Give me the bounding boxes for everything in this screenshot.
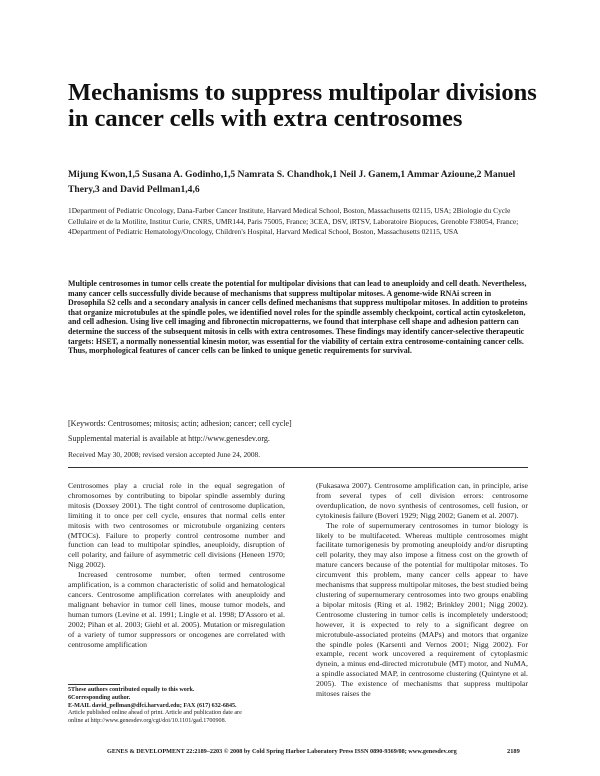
header-divider bbox=[68, 467, 528, 468]
page-number: 2189 bbox=[507, 748, 520, 755]
article-title: Mechanisms to suppress multipolar divisions in cancer cells with extra centrosomes bbox=[68, 79, 537, 132]
footnotes bbox=[68, 687, 285, 726]
keywords: [Keywords: Centrosomes; mitosis; actin; adhesion; cancer; cell cycle] bbox=[68, 419, 292, 428]
footnote-online-2: online at http://www.genesdev.org/cgi/doi/10.1101/gad.1700908. bbox=[68, 718, 227, 725]
footnote-divider bbox=[68, 684, 120, 685]
body-paragraph: (Fukasawa 2007). Centrosome amplification can, in principle, arise from several types of cell division errors: centrosome overduplication, de novo synthesis of centrosomes, cell fusion, or cytokinesis failure (Boveri 1929; Nigg 2002; Ganem et al. 2007). bbox=[316, 481, 528, 520]
body-column-left bbox=[68, 481, 285, 649]
footnote-email: E-MAIL david_pellman@dfci.harvard.edu; FAX (617) 632-6845. bbox=[68, 702, 237, 709]
footnote-online-1: Article published online ahead of print. Article and publication date are bbox=[68, 710, 242, 717]
body-paragraph: The role of supernumerary centrosomes in tumor biology is likely to be multifaceted. Whereas multiple centrosomes might facilitate tumorigenesis by promoting aneuploidy and/or disrupting cell polarity, they may also impose a fitness cost on the growth of mature cancers because of the potential for multipolar mitoses. To circumvent this problem, many cancer cells appear to have mechanisms that suppress multipolar mitoses, the best studied being clustering of supernumerary centrosomes into two groups enabling a bipolar mitosis (Ring et al. 1982; Brinkley 2001; Nigg 2002). Centrosome clustering in tumor cells is incompletely understood; however, it is expected to rely to a significant degree on microtubule-associated proteins (MAPs) and motors that organize the spindle poles (Karsenti and Vernos 2001; Nigg 2002). For example, recent work uncovered a requirement of cytoplasmic dynein, a minus end-directed microtubule (MT) motor, and NuMA, a spindle associated MAP, in centrosome clustering (Quintyne et al. 2005). The existence of mechanisms that suppress multipolar mitoses raises the bbox=[316, 520, 528, 699]
journal-footer: GENES & DEVELOPMENT 22:2189–2203 © 2008 by Cold Spring Harbor Laboratory Press ISSN 0890-9369/08; www.genesdev.org bbox=[107, 748, 457, 755]
supplemental-note: Supplemental material is available at http://www.genesdev.org. bbox=[68, 434, 270, 443]
author-list: Mijung Kwon,1,5 Susana A. Godinho,1,5 Namrata S. Chandhok,1 Neil J. Ganem,1 Ammar Azioune,2 Manuel Thery,3 and David Pellman1,4,6 bbox=[68, 169, 516, 195]
footnote-corresponding: 6Corresponding author. bbox=[68, 694, 131, 701]
affiliations: 1Department of Pediatric Oncology, Dana-Farber Cancer Institute, Harvard Medical School, Boston, Massachusetts 02115, USA; 2Biologie du Cycle Cellulaire et de la Motilite, Institut Curie, CNRS, UMR144, Paris 75005, France; 3CEA, DSV, iRTSV, Laboratoire Biopuces, Grenoble F38054, France; 4Department of Pediatric Hematology/Oncology, Children's Hospital, Harvard Medical School, Boston, Massachusetts 02115, USA bbox=[68, 206, 519, 237]
body-paragraph: Increased centrosome number, often termed centrosome amplification, is a common characteristic of solid and hematological cancers. Centrosome amplification correlates with aneuploidy and malignant behavior in tumor cell lines, mouse tumor models, and human tumors (Levine et al. 1991; Lingle et al. 1998; D'Assoro et al. 2002; Pihan et al. 2003; Giehl et al. 2005). Mutation or misregulation of a variety of tumor suppressors or oncogenes are correlated with centrosome amplification bbox=[68, 570, 285, 649]
abstract: Multiple centrosomes in tumor cells create the potential for multipolar divisions that can lead to aneuploidy and cell death. Nevertheless, many cancer cells successfully divide because of mechanisms that suppress multipolar mitoses. A genome-wide RNAi screen in Drosophila S2 cells and a secondary analysis in cancer cells defined mechanisms that suppress multipolar mitoses. In addition to proteins that organize microtubules at the spindle poles, we identified novel roles for the spindle assembly checkpoint, cortical actin cytoskeleton, and cell adhesion. Using live cell imaging and fibronectin micropatterns, we found that interphase cell shape and adhesion pattern can determine the success of the subsequent mitosis in cells with extra centrosomes. These findings may identify cancer-selective therapeutic targets: HSET, a normally nonessential kinesin motor, was essential for the viability of certain extra centrosome-containing cancer cells. Thus, morphological features of cancer cells can be linked to unique genetic requirements for survival. bbox=[68, 279, 528, 356]
body-column-right bbox=[316, 481, 528, 699]
body-paragraph: Centrosomes play a crucial role in the equal segregation of chromosomes by contributing to bipolar spindle assembly during mitosis (Doxsey 2001). The tight control of centrosome duplication, limiting it to once per cell cycle, ensures that normal cells enter mitosis with two centrosomes or microtubule organizing centers (MTOCs). Failure to properly control centrosome number and function can lead to multipolar spindles, aneuploidy, disruption of cell polarity, and failure of asymmetric cell divisions (Heneen 1970; Nigg 2002). bbox=[68, 481, 285, 570]
received-dates: Received May 30, 2008; revised version accepted June 24, 2008. bbox=[68, 450, 261, 459]
footnote-equal-contribution: 5These authors contributed equally to this work. bbox=[68, 687, 195, 693]
